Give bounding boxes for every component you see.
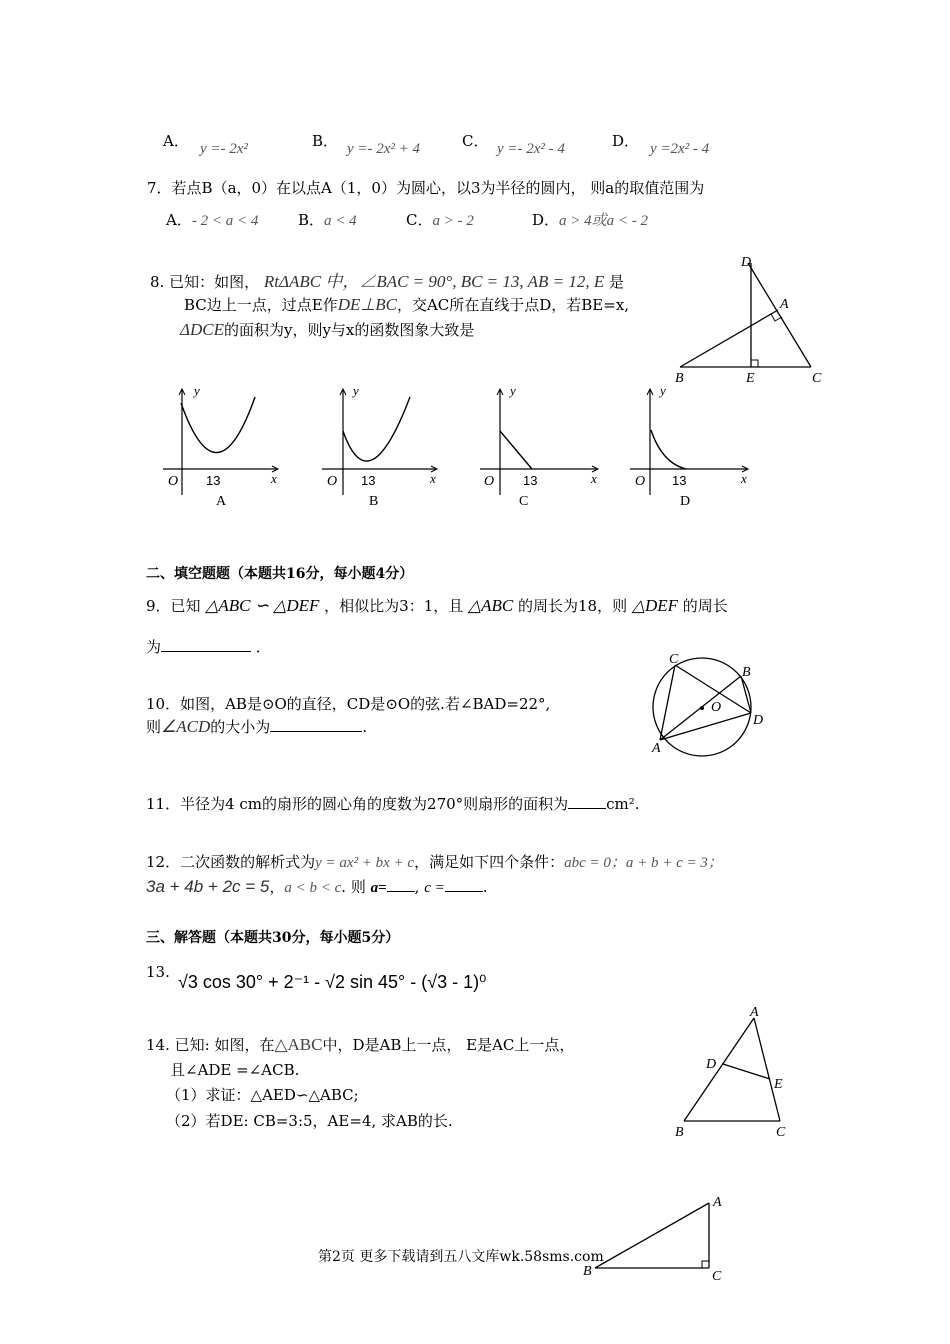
svg-text:O: O — [484, 474, 495, 489]
q12-line-2: 3a + 4b + 2c = 5，a < b < c. 则 a= , c = . — [146, 877, 488, 896]
q13-expression: √3 cos 30° + 2⁻¹ - √2 sin 45° - (√3 - 1)⁰ — [178, 972, 487, 992]
q7-option-d: D．a > 4或a < - 2 — [532, 211, 649, 229]
q14-line-3: （1）求证：△AED∽△ABC; — [166, 1086, 359, 1104]
q9-line-1: 9．已知 △ABC ∽ △DEF ，相似比为3：1，且 △ABC 的周长为18，则 △DEF 的周长 — [146, 596, 728, 615]
svg-text:13: 13 — [361, 473, 376, 488]
svg-text:13: 13 — [523, 473, 538, 488]
svg-text:C: C — [669, 652, 679, 667]
svg-text:B: B — [583, 1264, 592, 1279]
q8-graph-b — [312, 385, 447, 510]
q10-circle-figure — [645, 648, 775, 758]
svg-text:y: y — [510, 385, 516, 398]
svg-text:O: O — [168, 474, 179, 489]
q8-graph-d — [620, 385, 755, 510]
svg-text:x: x — [591, 471, 597, 486]
q10-line-1: 10．如图，AB是⊙O的直径，CD是⊙O的弦.若∠BAD=22°, — [146, 695, 551, 713]
q6-option-d: D． — [612, 132, 640, 150]
q10-answer-blank[interactable] — [270, 716, 362, 732]
q6-option-c-math: y =- 2x² - 4 — [497, 141, 565, 157]
svg-text:13: 13 — [672, 473, 687, 488]
q7-option-c: C．a > - 2 — [406, 211, 474, 229]
svg-text:x: x — [741, 471, 747, 486]
q6-option-c: C． — [462, 132, 489, 150]
q14-line-1: 14. 已知: 如图，在△ABC中，D是AB上一点， E是AC上一点， — [146, 1035, 575, 1054]
svg-text:x: x — [430, 471, 436, 486]
q6-option-a-math: y =- 2x² — [200, 141, 248, 157]
line-segment — [500, 431, 532, 469]
svg-text:y: y — [660, 385, 666, 398]
svg-text:O: O — [711, 700, 722, 715]
section-3-heading: 三、解答题（本题共30分，每小题5分） — [146, 930, 400, 946]
svg-text:B: B — [742, 665, 751, 680]
svg-text:E: E — [774, 1077, 783, 1092]
q7-option-a: A．- 2 < a < 4 — [166, 211, 259, 229]
label-a: A — [780, 297, 789, 312]
right-angle-a — [771, 314, 782, 321]
svg-text:A: A — [216, 494, 227, 509]
q11-text: 11．半径为4 cm的扇形的圆心角的度数为270°则扇形的面积为 cm². — [146, 795, 640, 813]
parabola-curve — [181, 397, 255, 453]
svg-text:B: B — [675, 1125, 684, 1140]
q10-line-2: 则∠ACD的大小为 . — [146, 717, 368, 736]
parabola-curve — [343, 397, 410, 461]
q8-triangle-figure — [670, 250, 840, 390]
q12-c-blank[interactable] — [445, 876, 483, 892]
q6-option-a: A． — [163, 132, 189, 150]
q9-line-2: 为 ． — [146, 638, 271, 656]
q14-line-4: （2）若DE: CB=3:5，AE=4, 求AB的长. — [166, 1112, 453, 1130]
q15-triangle-figure — [575, 1190, 735, 1285]
q6-option-d-math: y =2x² - 4 — [650, 141, 710, 157]
svg-text:13: 13 — [206, 473, 221, 488]
q8-line-3: ΔDCE的面积为y，则y与x的函数图象大致是 — [180, 320, 475, 339]
svg-text:D: D — [706, 1057, 717, 1072]
svg-text:C: C — [712, 1269, 722, 1284]
q12-line-1: 12．二次函数的解析式为y = ax² + bx + c，满足如下四个条件：abc = 0；a + b + c = 3； — [146, 853, 723, 871]
svg-text:D: D — [753, 713, 764, 728]
curve-segment — [651, 430, 686, 469]
svg-text:O: O — [635, 474, 646, 489]
svg-text:y: y — [353, 385, 359, 398]
segment-ba — [680, 310, 778, 367]
q6-option-b-math: y =- 2x² + 4 — [347, 141, 421, 157]
right-angle-e — [751, 360, 758, 367]
q8-graph-c — [470, 385, 605, 510]
svg-text:A: A — [652, 741, 661, 756]
label-b: B — [675, 371, 684, 386]
section-2-heading: 二、填空题题（本题共16分，每小题4分） — [146, 566, 414, 582]
svg-text:B: B — [369, 494, 379, 509]
q14-line-2: 且∠ADE =∠ACB. — [170, 1061, 300, 1079]
label-c: C — [812, 371, 822, 386]
q7-text: 7．若点B（a，0）在以点A（1，0）为圆心，以3为半径的圆内， 则a的取值范围为 — [147, 179, 705, 197]
label-d: D — [741, 255, 752, 270]
svg-text:D: D — [680, 494, 691, 509]
svg-text:y: y — [194, 385, 200, 398]
q6-option-b: B． — [312, 132, 339, 150]
label-e: E — [746, 371, 755, 386]
q9-answer-blank[interactable] — [161, 636, 251, 652]
segment-dc — [748, 263, 811, 367]
svg-text:C: C — [776, 1125, 786, 1140]
svg-text:A: A — [713, 1195, 722, 1210]
svg-text:A: A — [750, 1005, 759, 1020]
q12-a-blank[interactable] — [387, 876, 415, 892]
q8-line-2: BC边上一点，过点E作DE⊥BC，交AC所在直线于点D，若BE=x, — [184, 295, 630, 314]
svg-text:x: x — [271, 471, 277, 486]
q8-line-1: 8. 已知：如图， RtΔABC 中，∠BAC = 90°, BC = 13, AB = 12, E 是 — [150, 272, 625, 291]
q7-option-b: B．a < 4 — [298, 211, 357, 229]
q8-graph-a — [155, 385, 290, 510]
svg-text:C: C — [519, 494, 529, 509]
q11-answer-blank[interactable] — [568, 793, 606, 809]
page-footer: 第2页 更多下载请到五八文库wk.58sms.com — [318, 1249, 604, 1265]
svg-text:O: O — [327, 474, 338, 489]
q14-triangle-figure — [670, 1000, 800, 1145]
q13-label: 13. — [146, 963, 170, 981]
